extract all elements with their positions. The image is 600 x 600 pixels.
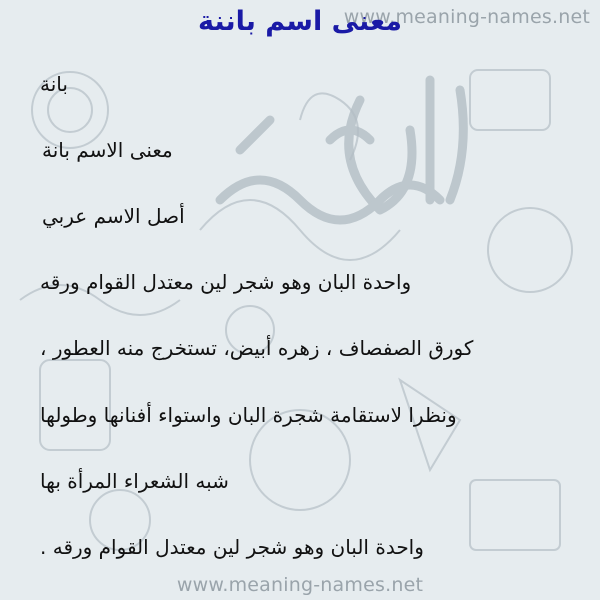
text-line-description-2: كورق الصفصاف ، زهره أبيض، تستخرج منه العطور ، [40, 336, 474, 360]
text-line-description-4: شبه الشعراء المرأة بها [40, 469, 229, 493]
text-line-meaning-heading: معنى الاسم بانة [42, 138, 173, 162]
text-line-origin: أصل الاسم عربي [42, 204, 185, 228]
watermark-top: www.meaning-names.net [343, 6, 590, 28]
text-line-description-5: واحدة البان وهو شجر لين معتدل القوام ورقه . [40, 535, 424, 559]
text-line-description-3: ونظرا لاستقامة شجرة البان واستواء أفنانها وطولها [40, 403, 457, 427]
text-line-name: بانة [40, 72, 68, 96]
text-line-description-1: واحدة البان وهو شجر لين معتدل القوام ورقه [40, 270, 412, 294]
page-title: معنى اسم باننة [198, 6, 402, 37]
watermark-bottom: www.meaning-names.net [176, 574, 424, 596]
